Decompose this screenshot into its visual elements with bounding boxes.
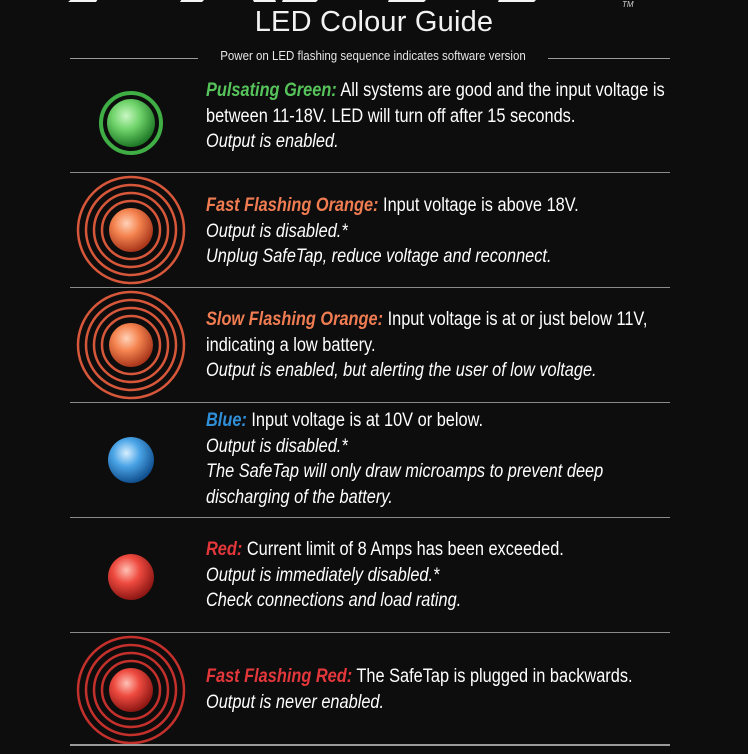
led-row-text	[206, 664, 688, 715]
led-row-pulsating-green	[0, 76, 748, 172]
led-row-text	[206, 78, 688, 155]
blue-led-icon	[72, 401, 190, 519]
page-title: LED Colour Guide	[254, 6, 494, 38]
orange-slow-flash-led-icon	[72, 286, 190, 404]
led-description: Input voltage is at 10V or below.	[251, 410, 484, 431]
led-label: Fast Flashing Red:	[206, 666, 353, 687]
led-description: Input voltage is at or just below 11V, indicating a low battery.	[206, 309, 648, 356]
led-row-text	[206, 408, 688, 510]
bottom-rule	[70, 744, 670, 746]
subtitle: Power on LED flashing sequence indicates software version	[220, 49, 526, 63]
led-row-blue	[0, 403, 748, 517]
trademark-mark: TM	[622, 0, 634, 9]
led-note: Output is disabled.*	[206, 435, 348, 457]
led-row-slow-flashing-orange	[0, 288, 748, 402]
led-note: Check connections and load rating.	[206, 590, 462, 611]
led-description: Input voltage is above 18V.	[383, 195, 579, 216]
led-row-text	[206, 193, 688, 270]
green-led-icon	[72, 64, 190, 182]
subtitle-rule-left	[70, 58, 198, 59]
led-row-text	[206, 307, 688, 384]
led-row-fast-flashing-orange	[0, 173, 748, 287]
led-note: The SafeTap will only draw microamps to prevent deep discharging of the battery.	[206, 461, 604, 508]
led-description: All systems are good and the input voltage is between 11-18V. LED will turn off after 15 seconds.	[206, 80, 665, 127]
led-description: The SafeTap is plugged in backwards.	[356, 666, 633, 687]
led-label: Red:	[206, 539, 243, 560]
subtitle-rule-right	[548, 58, 670, 59]
led-note: Output is never enabled.	[206, 691, 385, 713]
led-label: Slow Flashing Orange:	[206, 309, 384, 330]
orange-fast-flash-led-icon	[72, 171, 190, 289]
led-row-red	[0, 518, 748, 632]
led-note: Output is enabled, but alerting the user of low voltage.	[206, 360, 597, 381]
led-note: Output is disabled.*	[206, 220, 348, 242]
led-row-text	[206, 537, 688, 614]
led-note: Unplug SafeTap, reduce voltage and reconnect.	[206, 246, 552, 267]
red-led-icon	[72, 518, 190, 636]
led-row-fast-flashing-red	[0, 633, 748, 744]
red-fast-flash-led-icon	[72, 631, 190, 749]
led-label: Fast Flashing Orange:	[206, 195, 379, 216]
led-label: Pulsating Green:	[206, 80, 337, 101]
led-description: Current limit of 8 Amps has been exceeded.	[246, 539, 564, 560]
led-note: Output is immediately disabled.*	[206, 564, 440, 586]
led-label: Blue:	[206, 410, 247, 431]
led-note: Output is enabled.	[206, 131, 339, 152]
